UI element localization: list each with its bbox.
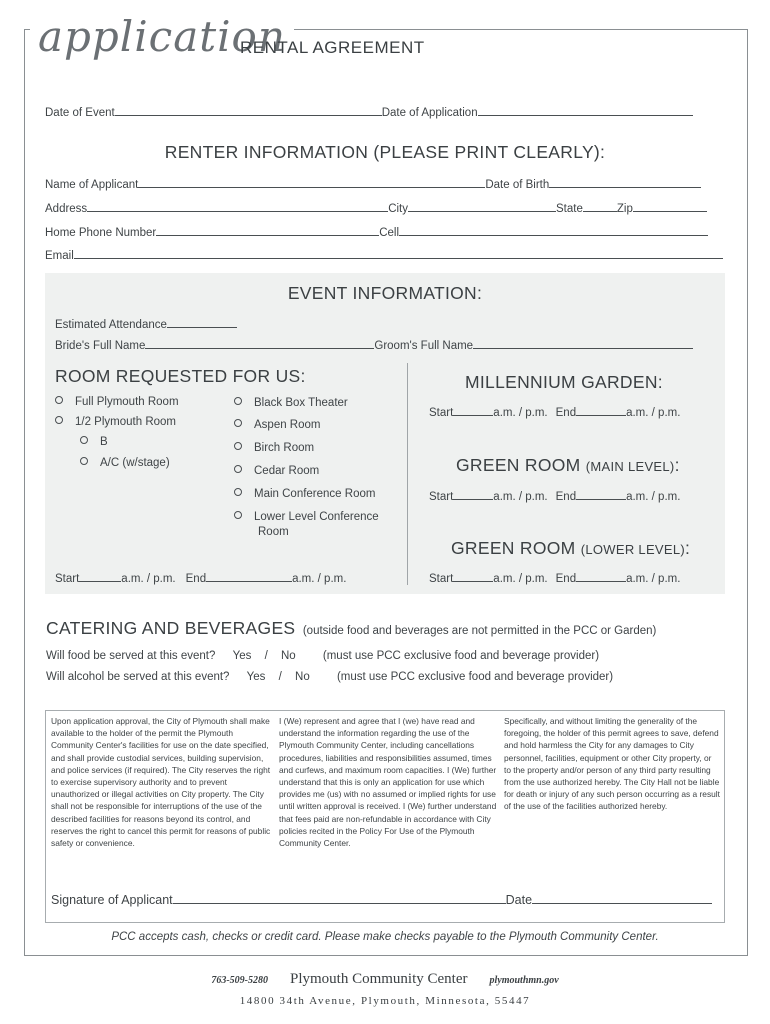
room-option-b[interactable] [80,436,108,448]
room-option-label: Black Box Theater [254,397,348,409]
green-lower-start-field[interactable] [453,570,493,582]
millennium-garden-heading: MILLENNIUM GARDEN: [465,372,663,392]
radio-circle-icon[interactable] [234,397,242,405]
cell-field[interactable] [399,224,708,236]
end-label: End [555,573,577,585]
am-pm-text: a.m. / p.m. [121,573,176,585]
attendance-row [55,316,237,331]
signature-label: Signature of Applicant [51,893,173,907]
application-logo: application [30,12,294,61]
address-label: Address [45,203,88,215]
home-phone-field[interactable] [156,224,379,236]
am-pm-text: a.m. / p.m. [626,407,681,419]
green-room-label: GREEN ROOM [451,538,576,558]
event-info-heading: EVENT INFORMATION: [287,283,483,303]
alcohol-yes[interactable]: Yes [246,671,266,683]
food-question-row [46,650,599,662]
radio-circle-icon[interactable] [234,465,242,473]
food-no[interactable]: No [280,650,296,662]
room-column-divider [407,363,408,585]
room-option-label: Full Plymouth Room [75,396,179,408]
room-time-row [55,570,346,585]
green-lower-end-field[interactable] [576,570,626,582]
room-end-field[interactable] [206,570,292,582]
end-label: End [185,573,207,585]
document-title: RENTAL AGREEMENT [240,38,425,57]
bride-name-field[interactable] [145,337,374,349]
renter-info-heading: RENTER INFORMATION (PLEASE PRINT CLEARLY): [164,142,606,162]
room-start-field[interactable] [79,570,121,582]
catering-note: (outside food and beverages are not permitted in the PCC or Garden) [302,625,657,637]
room-option-full-plymouth[interactable] [55,396,179,408]
phone-row [45,224,708,239]
room-option-label: B [100,436,108,448]
signature-date-field[interactable] [532,892,712,904]
am-pm-text: a.m. / p.m. [626,573,681,585]
start-label: Start [429,573,454,585]
room-requested-heading: ROOM REQUESTED FOR US: [55,366,306,386]
am-pm-text: a.m. / p.m. [493,407,548,419]
footer-website[interactable]: plymouthmn.gov [489,975,559,986]
cell-label: Cell [379,227,400,239]
room-option-black-box[interactable] [234,397,348,409]
attendance-field[interactable] [167,316,237,328]
am-pm-text: a.m. / p.m. [493,573,548,585]
terms-column-1: Upon application approval, the City of Plymouth shall make available to the holder of the permit the Plymouth Community Center's facilities for use on the date specified, and shall provide custodial services, building supervision, and police services (if required). The City reserves the right to exercise supervisory authority and to prevent unauthorized or illegal activities on City property. The City shall not be responsible for interruptions of the use of the described facilities for reasons beyond its control, and reserves the right to cancel this permit for reasons of public safety or convenience. [51,716,271,849]
date-of-event-row [45,104,693,119]
date-of-event-field[interactable] [115,104,382,116]
alcohol-no[interactable]: No [295,671,310,683]
groom-name-label: Groom's Full Name [374,340,474,352]
food-provider-note: (must use PCC exclusive food and beverage provider) [322,650,600,662]
state-field[interactable] [583,200,617,212]
room-option-half-plymouth[interactable] [55,416,176,428]
food-slash: / [264,650,268,662]
garden-end-field[interactable] [576,404,626,416]
food-yes[interactable]: Yes [232,650,252,662]
room-option-label: 1/2 Plymouth Room [75,416,176,428]
city-label: City [388,203,408,215]
radio-circle-icon[interactable] [234,442,242,450]
room-option-aspen[interactable] [234,419,320,431]
food-question: Will food be served at this event? [46,650,216,662]
alcohol-slash: / [278,671,282,683]
room-option-label: A/C (w/stage) [100,457,170,469]
am-pm-text: a.m. / p.m. [292,573,347,585]
room-option-cedar[interactable] [234,465,319,477]
terms-box [45,710,725,923]
groom-name-field[interactable] [473,337,693,349]
address-row [45,200,707,215]
email-field[interactable] [74,247,723,259]
start-label: Start [429,407,454,419]
room-option-label: Main Conference Room [254,488,376,500]
room-option-ac-stage[interactable] [80,457,170,469]
terms-column-2: I (We) represent and agree that I (we) have read and understand the information regarding the use of the Plymouth Community Center, including cancellations procedures, liabilities and responsibilities assumed, times and curfews, and maximum room capacities. I (We) further understand that this is only an application for use which provides me (us) with no assumed or implied rights for use until written approval is received. I (We) further understand that fees paid are non-refundable in accordance with City policies recited in the Policy For Use of the Plymouth Community Center. [279,716,497,849]
catering-heading: CATERING AND BEVERAGES [46,618,296,638]
signature-field[interactable] [173,892,506,904]
state-label: State [556,203,583,215]
payment-note: PCC accepts cash, checks or credit card. Please make checks payable to the Plymouth Community Center. [111,931,659,943]
bride-name-label: Bride's Full Name [55,340,146,352]
email-row [45,247,723,262]
radio-circle-icon[interactable] [234,511,242,519]
lower-level-label: (LOWER LEVEL) [580,542,686,557]
room-option-birch[interactable] [234,442,314,454]
terms-column-3: Specifically, and without limiting the generality of the foregoing, the holder of this permit agrees to save, defend and hold harmless the City for any damages to City personnel, facilities, equipment or other City property, or to the property and/or person of any third party resulting from the use authorized hereby. The City Hall not be liable for death or injury of any such person occurring as a result of the use of the facilities authorized hereby. [504,716,720,812]
footer-contact-row [0,970,770,988]
dob-label: Date of Birth [485,179,550,191]
room-option-label: Lower Level Conference [254,511,379,523]
start-label: Start [429,491,454,503]
radio-circle-icon[interactable] [234,419,242,427]
garden-start-field[interactable] [453,404,493,416]
applicant-name-label: Name of Applicant [45,179,139,191]
alcohol-question-row [46,671,613,683]
names-row [55,337,693,352]
city-field[interactable] [408,200,556,212]
green-room-lower-heading [451,538,690,559]
green-room-label: GREEN ROOM [456,455,581,475]
alcohol-provider-note: (must use PCC exclusive food and beverage provider) [336,671,614,683]
green-main-end-field[interactable] [576,488,626,500]
room-option-label: Cedar Room [254,465,320,477]
footer-org-name: Plymouth Community Center [289,971,468,987]
date-of-event-label: Date of Event [45,107,115,119]
alcohol-question: Will alcohol be served at this event? [46,671,230,683]
room-option-lower-conference[interactable] [234,511,379,523]
address-field[interactable] [87,200,388,212]
end-label: End [555,407,577,419]
dob-field[interactable] [549,176,701,188]
green-room-main-heading [456,455,680,476]
signature-row [51,892,712,907]
email-label: Email [45,250,74,262]
radio-circle-icon[interactable] [234,488,242,496]
date-of-application-field[interactable] [478,104,693,116]
radio-circle-icon[interactable] [80,457,88,465]
garden-time-row [429,404,680,419]
heading-colon: : [674,455,680,475]
room-option-lower-conference-line2: Room [258,526,289,538]
end-label: End [555,491,577,503]
room-option-label: Birch Room [254,442,315,454]
home-phone-label: Home Phone Number [45,227,157,239]
main-level-label: (MAIN LEVEL) [585,459,675,474]
heading-colon: : [685,538,691,558]
room-option-label: Aspen Room [254,419,321,431]
date-of-application-label: Date of Application [381,107,478,119]
green-room-lower-time-row [429,570,680,585]
footer-address: 14800 34th Avenue, Plymouth, Minnesota, 55447 [239,995,531,1007]
am-pm-text: a.m. / p.m. [626,491,681,503]
am-pm-text: a.m. / p.m. [493,491,548,503]
green-main-start-field[interactable] [453,488,493,500]
radio-circle-icon[interactable] [55,416,63,424]
applicant-name-field[interactable] [138,176,485,188]
radio-circle-icon[interactable] [55,396,63,404]
catering-heading-row [46,618,656,639]
signature-date-label: Date [505,893,533,907]
applicant-row [45,176,701,191]
zip-label: Zip [616,203,633,215]
room-option-main-conference[interactable] [234,488,375,500]
footer-phone: 763-509-5280 [211,975,268,986]
green-room-main-time-row [429,488,680,503]
attendance-label: Estimated Attendance [55,319,167,331]
radio-circle-icon[interactable] [80,436,88,444]
zip-field[interactable] [633,200,707,212]
start-label: Start [55,573,80,585]
